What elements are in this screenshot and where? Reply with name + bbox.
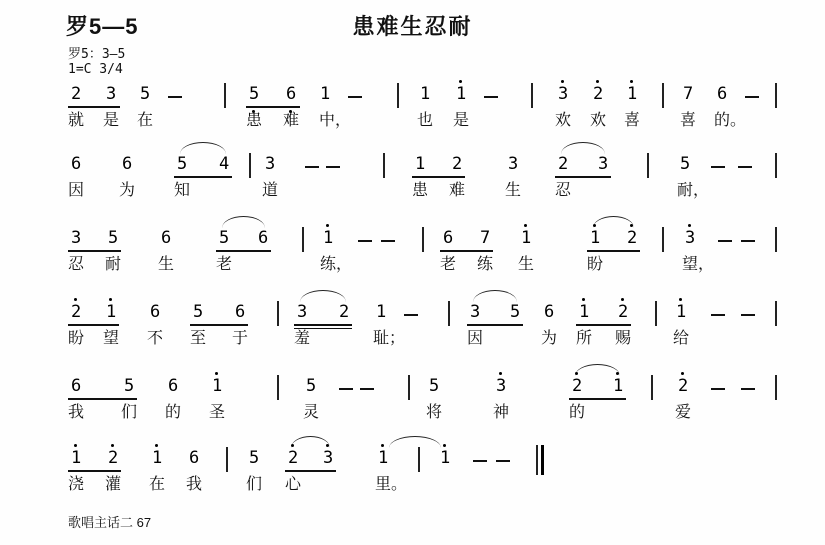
lyric-syllable: 喜 bbox=[680, 112, 697, 129]
octave-dot-above bbox=[326, 224, 329, 227]
note-digit: 6 bbox=[286, 84, 297, 104]
barline bbox=[775, 301, 777, 326]
note-digit: 5 bbox=[249, 84, 260, 104]
barline bbox=[302, 227, 304, 252]
note-digit: 5 bbox=[510, 302, 521, 322]
octave-dot-above bbox=[459, 80, 462, 83]
note-digit: 5 bbox=[140, 84, 151, 104]
barline bbox=[408, 375, 410, 400]
octave-dot-above bbox=[681, 372, 684, 375]
note-digit: 1 bbox=[106, 302, 117, 322]
octave-dot-above bbox=[499, 372, 502, 375]
lyric-syllable: 练 bbox=[477, 256, 494, 273]
duration-dash bbox=[741, 388, 755, 390]
duration-dash bbox=[711, 314, 725, 316]
slur-tie-arc bbox=[180, 142, 226, 154]
barline bbox=[651, 375, 653, 400]
score-line-3 bbox=[0, 220, 825, 282]
duration-dash bbox=[348, 96, 362, 98]
octave-dot-above bbox=[443, 444, 446, 447]
note-digit: 1 bbox=[212, 376, 223, 396]
note-digit: 5 bbox=[193, 302, 204, 322]
note-digit: 1 bbox=[676, 302, 687, 322]
octave-dot-above bbox=[74, 298, 77, 301]
beam-underline bbox=[216, 250, 271, 252]
octave-dot-above bbox=[561, 80, 564, 83]
octave-dot-above bbox=[215, 372, 218, 375]
lyric-syllable: 就 bbox=[68, 112, 85, 129]
note-digit: 5 bbox=[219, 228, 230, 248]
octave-dot-above bbox=[630, 80, 633, 83]
octave-dot-above bbox=[524, 224, 527, 227]
barline bbox=[277, 301, 279, 326]
lyric-syllable: 里。 bbox=[375, 476, 408, 493]
note-digit: 6 bbox=[235, 302, 246, 322]
barline bbox=[662, 227, 664, 252]
lyric-syllable: 是 bbox=[453, 112, 470, 129]
lyric-syllable: 因 bbox=[467, 330, 484, 347]
note-digit: 1 bbox=[378, 448, 389, 468]
note-digit: 1 bbox=[627, 84, 638, 104]
lyric-syllable: 的 bbox=[165, 404, 182, 421]
lyric-syllable: 心 bbox=[285, 476, 302, 493]
duration-dash bbox=[711, 166, 725, 168]
lyric-syllable: 们 bbox=[121, 404, 138, 421]
note-digit: 3 bbox=[297, 302, 308, 322]
note-digit: 3 bbox=[685, 228, 696, 248]
note-digit: 6 bbox=[161, 228, 172, 248]
note-digit: 2 bbox=[618, 302, 629, 322]
scripture-reference-heading: 罗5—5 bbox=[66, 14, 139, 39]
barline bbox=[775, 375, 777, 400]
duration-dash bbox=[381, 240, 395, 242]
octave-dot-above bbox=[381, 444, 384, 447]
lyric-syllable: 生 bbox=[158, 256, 175, 273]
song-title: 患难生忍耐 bbox=[352, 14, 473, 39]
duration-dash bbox=[339, 388, 353, 390]
duration-dash bbox=[326, 166, 340, 168]
octave-dot-above bbox=[74, 444, 77, 447]
lyric-syllable: 耐 bbox=[105, 256, 122, 273]
lyric-syllable: 为 bbox=[541, 330, 558, 347]
note-digit: 3 bbox=[470, 302, 481, 322]
lyric-syllable: 练， bbox=[320, 256, 353, 273]
note-digit: 5 bbox=[429, 376, 440, 396]
lyric-syllable: 羞 bbox=[294, 330, 311, 347]
note-digit: 4 bbox=[219, 154, 230, 174]
beam-underline bbox=[68, 250, 121, 252]
score-line-1 bbox=[0, 76, 825, 138]
note-digit: 1 bbox=[521, 228, 532, 248]
note-digit: 3 bbox=[323, 448, 334, 468]
note-digit: 5 bbox=[249, 448, 260, 468]
lyric-syllable: 所 bbox=[576, 330, 593, 347]
lyric-syllable: 欢 bbox=[555, 112, 572, 129]
note-digit: 2 bbox=[678, 376, 689, 396]
duration-dash bbox=[305, 166, 319, 168]
slur-tie-arc bbox=[473, 290, 517, 302]
note-digit: 7 bbox=[683, 84, 694, 104]
beam-underline bbox=[587, 250, 640, 252]
note-digit: 2 bbox=[339, 302, 350, 322]
barline bbox=[383, 153, 385, 178]
lyric-syllable: 望， bbox=[682, 256, 715, 273]
note-digit: 1 bbox=[579, 302, 590, 322]
lyric-syllable: 灌 bbox=[105, 476, 122, 493]
note-digit: 6 bbox=[168, 376, 179, 396]
lyric-syllable: 给 bbox=[673, 330, 690, 347]
note-digit: 2 bbox=[593, 84, 604, 104]
barline bbox=[655, 301, 657, 326]
beam-underline bbox=[68, 324, 119, 326]
slur-tie-arc bbox=[575, 364, 620, 376]
beam-underline bbox=[576, 324, 631, 326]
octave-dot-above bbox=[109, 298, 112, 301]
lyric-syllable: 为 bbox=[119, 182, 136, 199]
note-digit: 6 bbox=[71, 376, 82, 396]
barline bbox=[249, 153, 251, 178]
duration-dash bbox=[745, 96, 759, 98]
lyric-syllable: 中， bbox=[319, 112, 352, 129]
songbook-source: 歌唱主话二 67 bbox=[68, 515, 152, 530]
lyric-syllable: 我 bbox=[68, 404, 85, 421]
barline bbox=[418, 447, 420, 472]
note-digit: 2 bbox=[572, 376, 583, 396]
duration-dash bbox=[473, 460, 487, 462]
barline bbox=[775, 83, 777, 108]
note-digit: 6 bbox=[189, 448, 200, 468]
lyric-syllable: 赐 bbox=[615, 330, 632, 347]
score-line-5 bbox=[0, 368, 825, 430]
octave-dot-above bbox=[582, 298, 585, 301]
lyric-syllable: 忍 bbox=[68, 256, 85, 273]
note-digit: 1 bbox=[320, 84, 331, 104]
lyric-syllable: 欢 bbox=[590, 112, 607, 129]
note-digit: 3 bbox=[558, 84, 569, 104]
note-digit: 1 bbox=[613, 376, 624, 396]
note-digit: 1 bbox=[376, 302, 387, 322]
lyric-syllable: 至 bbox=[190, 330, 207, 347]
lyric-syllable: 忍 bbox=[555, 182, 572, 199]
barline bbox=[448, 301, 450, 326]
note-digit: 2 bbox=[71, 302, 82, 322]
lyric-syllable: 浇 bbox=[68, 476, 85, 493]
lyric-syllable: 于 bbox=[232, 330, 249, 347]
note-digit: 5 bbox=[124, 376, 135, 396]
score-line-6 bbox=[0, 440, 825, 502]
note-digit: 2 bbox=[71, 84, 82, 104]
lyric-syllable: 在 bbox=[149, 476, 166, 493]
lyric-syllable: 生 bbox=[505, 182, 522, 199]
lyric-syllable: 是 bbox=[103, 112, 120, 129]
duration-dash bbox=[738, 166, 752, 168]
lyric-syllable: 我 bbox=[186, 476, 203, 493]
duration-dash bbox=[741, 314, 755, 316]
lyric-syllable: 难 bbox=[283, 112, 300, 129]
beam-underline bbox=[467, 324, 523, 326]
octave-dot-above bbox=[688, 224, 691, 227]
scripture-range: 罗5：3—5 bbox=[68, 47, 126, 62]
lyric-syllable: 的。 bbox=[714, 112, 747, 129]
note-digit: 7 bbox=[480, 228, 491, 248]
lyric-syllable: 在 bbox=[137, 112, 154, 129]
barline bbox=[775, 227, 777, 252]
barline bbox=[397, 83, 399, 108]
slur-tie-arc bbox=[222, 216, 265, 228]
barline bbox=[224, 83, 226, 108]
lyric-syllable: 不 bbox=[147, 330, 164, 347]
duration-dash bbox=[168, 96, 182, 98]
note-digit: 1 bbox=[71, 448, 82, 468]
duration-dash bbox=[404, 314, 418, 316]
octave-dot-above bbox=[621, 298, 624, 301]
barline bbox=[662, 83, 664, 108]
lyric-syllable: 喜 bbox=[624, 112, 641, 129]
duration-dash bbox=[358, 240, 372, 242]
lyric-syllable: 神 bbox=[493, 404, 510, 421]
barline bbox=[647, 153, 649, 178]
beam-underline bbox=[294, 324, 352, 326]
barline bbox=[775, 153, 777, 178]
note-digit: 5 bbox=[306, 376, 317, 396]
note-digit: 2 bbox=[108, 448, 119, 468]
note-digit: 1 bbox=[440, 448, 451, 468]
duration-dash bbox=[711, 388, 725, 390]
score-line-2 bbox=[0, 146, 825, 208]
note-digit: 2 bbox=[558, 154, 569, 174]
slur-tie-arc bbox=[291, 436, 330, 448]
lyric-syllable: 因 bbox=[68, 182, 85, 199]
lyric-syllable: 圣 bbox=[209, 404, 226, 421]
lyric-syllable: 知 bbox=[174, 182, 191, 199]
lyric-syllable: 老 bbox=[440, 256, 457, 273]
lyric-syllable: 老 bbox=[216, 256, 233, 273]
lyric-syllable: 生 bbox=[518, 256, 535, 273]
note-digit: 3 bbox=[265, 154, 276, 174]
beam-underline bbox=[440, 250, 493, 252]
beam-underline bbox=[569, 398, 626, 400]
lyric-syllable: 灵 bbox=[303, 404, 320, 421]
slur-tie-arc bbox=[300, 290, 346, 302]
note-digit: 2 bbox=[452, 154, 463, 174]
note-digit: 1 bbox=[415, 154, 426, 174]
note-digit: 6 bbox=[258, 228, 269, 248]
note-digit: 5 bbox=[177, 154, 188, 174]
lyric-syllable: 也 bbox=[417, 112, 434, 129]
lyric-syllable: 望 bbox=[103, 330, 120, 347]
note-digit: 6 bbox=[122, 154, 133, 174]
beam-underline bbox=[294, 328, 352, 330]
note-digit: 6 bbox=[443, 228, 454, 248]
beam-underline bbox=[190, 324, 248, 326]
slur-tie-arc bbox=[561, 142, 605, 154]
lyric-syllable: 们 bbox=[246, 476, 263, 493]
lyric-syllable: 耐， bbox=[677, 182, 710, 199]
lyric-syllable: 盼 bbox=[587, 256, 604, 273]
lyric-syllable: 将 bbox=[426, 404, 443, 421]
lyric-syllable: 难 bbox=[449, 182, 466, 199]
note-digit: 3 bbox=[598, 154, 609, 174]
beam-underline bbox=[555, 176, 611, 178]
duration-dash bbox=[360, 388, 374, 390]
duration-dash bbox=[484, 96, 498, 98]
octave-dot-above bbox=[679, 298, 682, 301]
lyric-syllable: 盼 bbox=[68, 330, 85, 347]
lyric-syllable: 耻； bbox=[373, 330, 406, 347]
note-digit: 3 bbox=[508, 154, 519, 174]
note-digit: 5 bbox=[680, 154, 691, 174]
slur-tie-arc bbox=[593, 216, 634, 228]
beam-underline bbox=[285, 470, 336, 472]
note-digit: 1 bbox=[323, 228, 334, 248]
final-barline-thick bbox=[541, 445, 545, 475]
slur-tie-arc bbox=[389, 436, 441, 448]
barline bbox=[277, 375, 279, 400]
barline bbox=[531, 83, 533, 108]
lyric-syllable: 的 bbox=[569, 404, 586, 421]
lyric-syllable: 患 bbox=[246, 112, 263, 129]
final-barline-thin bbox=[536, 445, 538, 475]
octave-dot-above bbox=[155, 444, 158, 447]
note-digit: 3 bbox=[106, 84, 117, 104]
key-time-signature: 1=C 3/4 bbox=[68, 62, 123, 77]
note-digit: 6 bbox=[717, 84, 728, 104]
note-digit: 6 bbox=[150, 302, 161, 322]
beam-underline bbox=[68, 106, 120, 108]
duration-dash bbox=[741, 240, 755, 242]
octave-dot-above bbox=[111, 444, 114, 447]
lyric-syllable: 患 bbox=[412, 182, 429, 199]
barline bbox=[422, 227, 424, 252]
note-digit: 3 bbox=[71, 228, 82, 248]
note-digit: 2 bbox=[627, 228, 638, 248]
note-digit: 1 bbox=[590, 228, 601, 248]
note-digit: 2 bbox=[288, 448, 299, 468]
beam-underline bbox=[412, 176, 465, 178]
lyric-syllable: 爱 bbox=[675, 404, 692, 421]
barline bbox=[226, 447, 228, 472]
note-digit: 3 bbox=[496, 376, 507, 396]
note-digit: 6 bbox=[71, 154, 82, 174]
beam-underline bbox=[68, 470, 121, 472]
beam-underline bbox=[174, 176, 232, 178]
note-digit: 1 bbox=[456, 84, 467, 104]
note-digit: 1 bbox=[420, 84, 431, 104]
beam-underline bbox=[68, 398, 137, 400]
note-digit: 6 bbox=[544, 302, 555, 322]
duration-dash bbox=[718, 240, 732, 242]
octave-dot-above bbox=[596, 80, 599, 83]
duration-dash bbox=[496, 460, 510, 462]
beam-underline bbox=[246, 106, 300, 108]
lyric-syllable: 道 bbox=[262, 182, 279, 199]
note-digit: 1 bbox=[152, 448, 163, 468]
score-line-4 bbox=[0, 294, 825, 356]
note-digit: 5 bbox=[108, 228, 119, 248]
